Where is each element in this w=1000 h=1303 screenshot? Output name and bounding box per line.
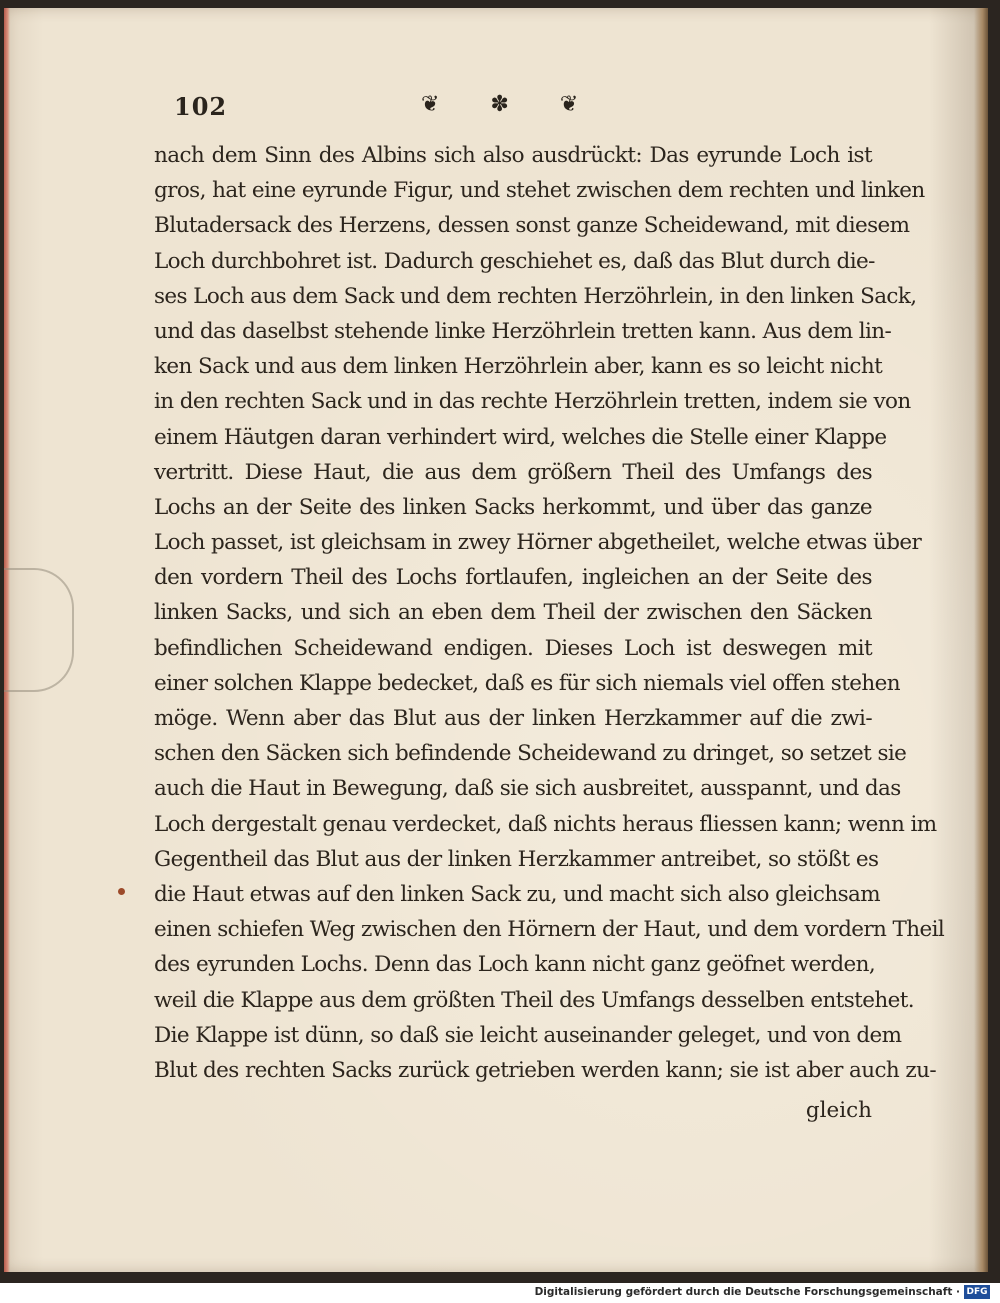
page-gutter-shadow: [974, 8, 988, 1272]
ink-speck: [118, 888, 125, 895]
dfg-logo: DFG: [964, 1285, 990, 1299]
text-line: linken Sacks, und sich an eben dem Theil der zwischen den Säcken: [154, 600, 872, 626]
ornament-center-icon: ✽: [490, 92, 509, 117]
text-line: des eyrunden Lochs. Denn das Loch kann nicht ganz geöfnet werden,: [154, 952, 876, 978]
text-line: in den rechten Sack und in das rechte Herzöhrlein tretten, indem sie von: [154, 389, 911, 415]
text-line: Gegentheil das Blut aus der linken Herzkammer antreibet, so stößt es: [154, 846, 879, 872]
text-line: einen schiefen Weg zwischen den Hörnern der Haut, und dem vordern Theil: [154, 917, 945, 943]
text-line: vertritt. Diese Haut, die aus dem größern Theil des Umfangs des: [154, 459, 872, 485]
ornament-right-icon: ❦: [559, 92, 579, 117]
text-line: nach dem Sinn des Albins sich also ausdrückt: Das eyrunde Loch ist: [154, 143, 872, 168]
header-ornaments: [399, 92, 600, 117]
text-line: ses Loch aus dem Sack und dem rechten Herzöhrlein, in den linken Sack,: [154, 283, 917, 309]
text-line: Lochs an der Seite des linken Sacks herkommt, und über das ganze: [154, 494, 872, 520]
text-line: Blutadersack des Herzens, dessen sonst ganze Scheidewand, mit diesem: [154, 213, 910, 239]
body-text: [154, 138, 945, 1088]
text-line: gros, hat eine eyrunde Figur, und stehet zwischen dem rechten und linken: [154, 178, 925, 204]
text-line: Loch durchbohret ist. Dadurch geschiehet es, daß das Blut durch die-: [154, 248, 875, 274]
catchword: gleich: [805, 1098, 872, 1123]
text-line: schen den Säcken sich befindende Scheidewand zu dringet, so setzet sie: [154, 741, 907, 767]
text-line: Blut des rechten Sacks zurück getrieben werden kann; sie ist aber auch zu-: [154, 1057, 937, 1083]
text-line: und das daselbst stehende linke Herzöhrlein tretten kann. Aus dem lin-: [154, 318, 892, 344]
text-line: einer solchen Klappe bedecket, daß es für sich niemals viel offen stehen: [154, 670, 900, 696]
page-number: 102: [174, 92, 228, 121]
ornament-left-icon: ❦: [421, 92, 440, 117]
text-line: den vordern Theil des Lochs fortlaufen, ingleichen an der Seite des: [154, 565, 872, 591]
text-line: Die Klappe ist dünn, so daß sie leicht auseinander geleget, und von dem: [154, 1022, 902, 1048]
funding-notice: Digitalisierung gefördert durch die Deutsche Forschungsgemeinschaft ·: [534, 1286, 960, 1298]
book-page: [4, 8, 988, 1272]
text-line: möge. Wenn aber das Blut aus der linken Herzkammer auf die zwi-: [154, 706, 872, 731]
footer-bar: [0, 1283, 1000, 1303]
text-line: Loch dergestalt genau verdecket, daß nichts heraus fliessen kann; wenn im: [154, 811, 937, 837]
text-line: befindlichen Scheidewand endigen. Dieses Loch ist deswegen mit: [154, 635, 872, 661]
page-clip-mark: [4, 568, 74, 692]
text-line: weil die Klappe aus dem größten Theil des Umfangs desselben entstehet.: [154, 987, 914, 1013]
text-line: Loch passet, ist gleichsam in zwey Hörner abgetheilet, welche etwas über: [154, 530, 922, 556]
page-header: [154, 92, 874, 132]
text-line: ken Sack und aus dem linken Herzöhrlein aber, kann es so leicht nicht: [154, 354, 883, 380]
text-line: die Haut etwas auf den linken Sack zu, und macht sich also gleichsam: [154, 881, 881, 907]
text-line: auch die Haut in Bewegung, daß sie sich ausbreitet, ausspannt, und das: [154, 776, 901, 802]
text-line: einem Häutgen daran verhindert wird, welches die Stelle einer Klappe: [154, 424, 887, 450]
